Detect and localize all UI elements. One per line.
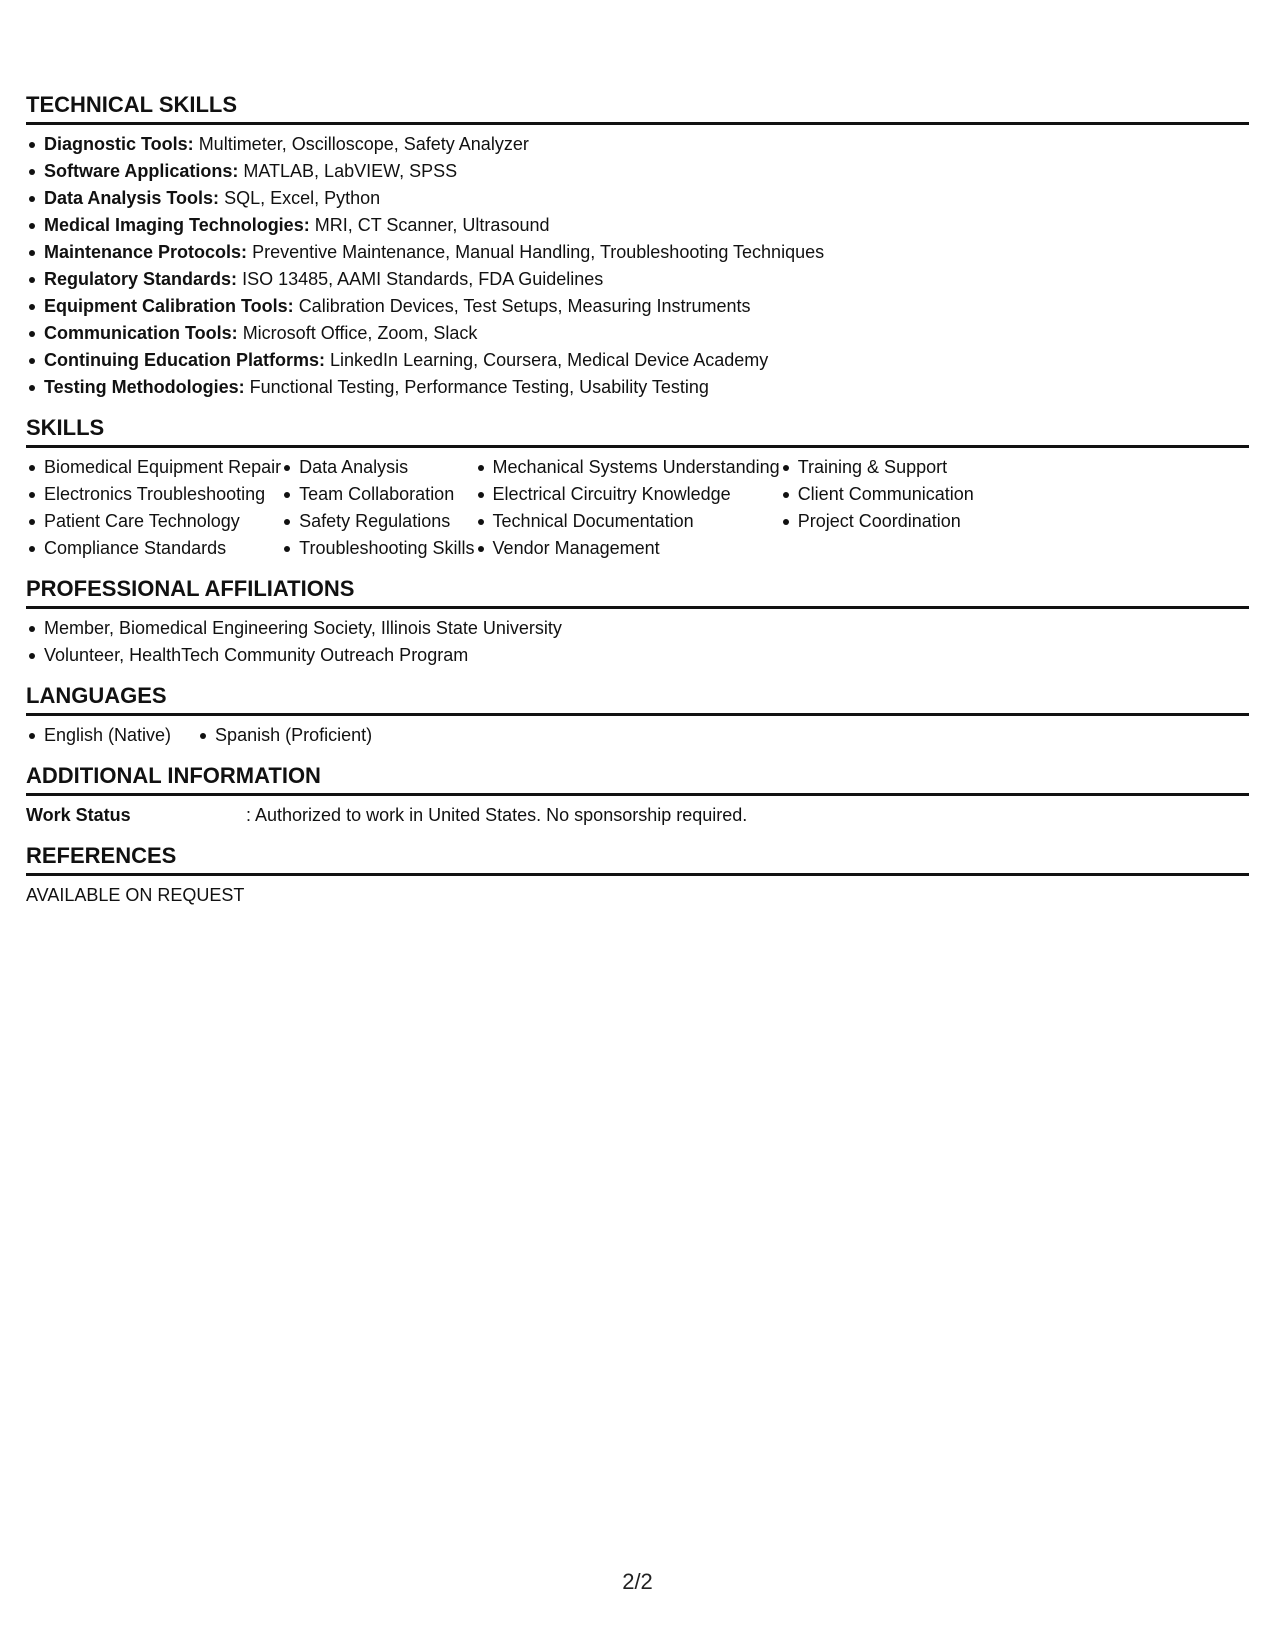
additional-info-heading: ADDITIONAL INFORMATION bbox=[26, 763, 321, 788]
technical-skill-value: LinkedIn Learning, Coursera, Medical Device Academy bbox=[330, 350, 769, 370]
technical-skill-value: SQL, Excel, Python bbox=[224, 188, 381, 208]
skill-item: Mechanical Systems Understanding bbox=[493, 454, 780, 481]
skill-item: Team Collaboration bbox=[299, 481, 474, 508]
skills-column bbox=[780, 454, 974, 535]
technical-skill-value: MATLAB, LabVIEW, SPSS bbox=[243, 161, 458, 181]
technical-skills-heading: TECHNICAL SKILLS bbox=[26, 92, 238, 117]
languages-row bbox=[26, 722, 1249, 749]
affiliation-item: Member, Biomedical Engineering Society, Illinois State University bbox=[44, 615, 1249, 642]
technical-skill-label: Maintenance Protocols: bbox=[44, 242, 248, 262]
section-divider bbox=[26, 445, 1249, 448]
technical-skill-item bbox=[44, 347, 1249, 374]
technical-skill-value: Multimeter, Oscilloscope, Safety Analyzer bbox=[198, 134, 529, 154]
page-number: 2/2 bbox=[622, 1569, 653, 1594]
references-section bbox=[26, 843, 1249, 909]
technical-skill-value: Calibration Devices, Test Setups, Measuring Instruments bbox=[298, 296, 751, 316]
additional-info-section bbox=[26, 763, 1249, 829]
skill-item: Vendor Management bbox=[493, 535, 780, 562]
technical-skill-item bbox=[44, 158, 1249, 185]
section-divider bbox=[26, 122, 1249, 125]
skills-heading: SKILLS bbox=[26, 415, 105, 440]
skills-column bbox=[281, 454, 474, 562]
skills-grid bbox=[26, 454, 1249, 562]
resume-page bbox=[26, 92, 1249, 923]
languages-list bbox=[26, 722, 171, 749]
languages-section bbox=[26, 683, 1249, 749]
section-divider bbox=[26, 793, 1249, 796]
skill-item: Client Communication bbox=[798, 481, 974, 508]
skills-column bbox=[26, 454, 281, 562]
section-divider bbox=[26, 713, 1249, 716]
skill-item: Safety Regulations bbox=[299, 508, 474, 535]
technical-skill-value: MRI, CT Scanner, Ultrasound bbox=[314, 215, 550, 235]
skill-item: Technical Documentation bbox=[493, 508, 780, 535]
technical-skill-item bbox=[44, 239, 1249, 266]
technical-skill-item bbox=[44, 320, 1249, 347]
skill-item: Data Analysis bbox=[299, 454, 474, 481]
technical-skill-value: ISO 13485, AAMI Standards, FDA Guidelines bbox=[242, 269, 604, 289]
affiliations-heading: PROFESSIONAL AFFILIATIONS bbox=[26, 576, 355, 601]
technical-skills-section bbox=[26, 92, 1249, 401]
work-status-value: : Authorized to work in United States. No sponsorship required. bbox=[246, 805, 748, 825]
work-status-row bbox=[26, 802, 1249, 829]
references-text: AVAILABLE ON REQUEST bbox=[26, 885, 245, 905]
languages-list bbox=[197, 722, 372, 749]
skills-column bbox=[475, 454, 780, 562]
skills-section bbox=[26, 415, 1249, 562]
skill-item: Biomedical Equipment Repair bbox=[44, 454, 281, 481]
skill-item: Training & Support bbox=[798, 454, 974, 481]
technical-skill-item bbox=[44, 185, 1249, 212]
skill-item: Electronics Troubleshooting bbox=[44, 481, 281, 508]
technical-skill-item bbox=[44, 266, 1249, 293]
technical-skill-label: Continuing Education Platforms: bbox=[44, 350, 325, 370]
technical-skills-list bbox=[26, 131, 1249, 401]
section-divider bbox=[26, 873, 1249, 876]
affiliations-list bbox=[26, 615, 1249, 669]
language-item: English (Native) bbox=[44, 722, 171, 749]
technical-skill-label: Equipment Calibration Tools: bbox=[44, 296, 294, 316]
technical-skill-label: Software Applications: bbox=[44, 161, 239, 181]
technical-skill-value: Preventive Maintenance, Manual Handling, Troubleshooting Techniques bbox=[252, 242, 825, 262]
technical-skill-item bbox=[44, 212, 1249, 239]
technical-skill-value: Functional Testing, Performance Testing, Usability Testing bbox=[249, 377, 709, 397]
skill-item: Project Coordination bbox=[798, 508, 974, 535]
languages-heading: LANGUAGES bbox=[26, 683, 167, 708]
technical-skill-item bbox=[44, 374, 1249, 401]
technical-skill-value: Microsoft Office, Zoom, Slack bbox=[242, 323, 478, 343]
technical-skill-item bbox=[44, 293, 1249, 320]
technical-skill-label: Communication Tools: bbox=[44, 323, 238, 343]
skill-item: Patient Care Technology bbox=[44, 508, 281, 535]
affiliations-section bbox=[26, 576, 1249, 669]
technical-skill-label: Data Analysis Tools: bbox=[44, 188, 220, 208]
language-item: Spanish (Proficient) bbox=[215, 722, 372, 749]
work-status-label: Work Status bbox=[26, 805, 131, 825]
skill-item: Troubleshooting Skills bbox=[299, 535, 474, 562]
skill-item: Electrical Circuitry Knowledge bbox=[493, 481, 780, 508]
skill-item: Compliance Standards bbox=[44, 535, 281, 562]
technical-skill-item bbox=[44, 131, 1249, 158]
technical-skill-label: Regulatory Standards: bbox=[44, 269, 238, 289]
technical-skill-label: Medical Imaging Technologies: bbox=[44, 215, 310, 235]
affiliation-item: Volunteer, HealthTech Community Outreach Program bbox=[44, 642, 1249, 669]
section-divider bbox=[26, 606, 1249, 609]
technical-skill-label: Testing Methodologies: bbox=[44, 377, 245, 397]
references-heading: REFERENCES bbox=[26, 843, 177, 868]
technical-skill-label: Diagnostic Tools: bbox=[44, 134, 194, 154]
